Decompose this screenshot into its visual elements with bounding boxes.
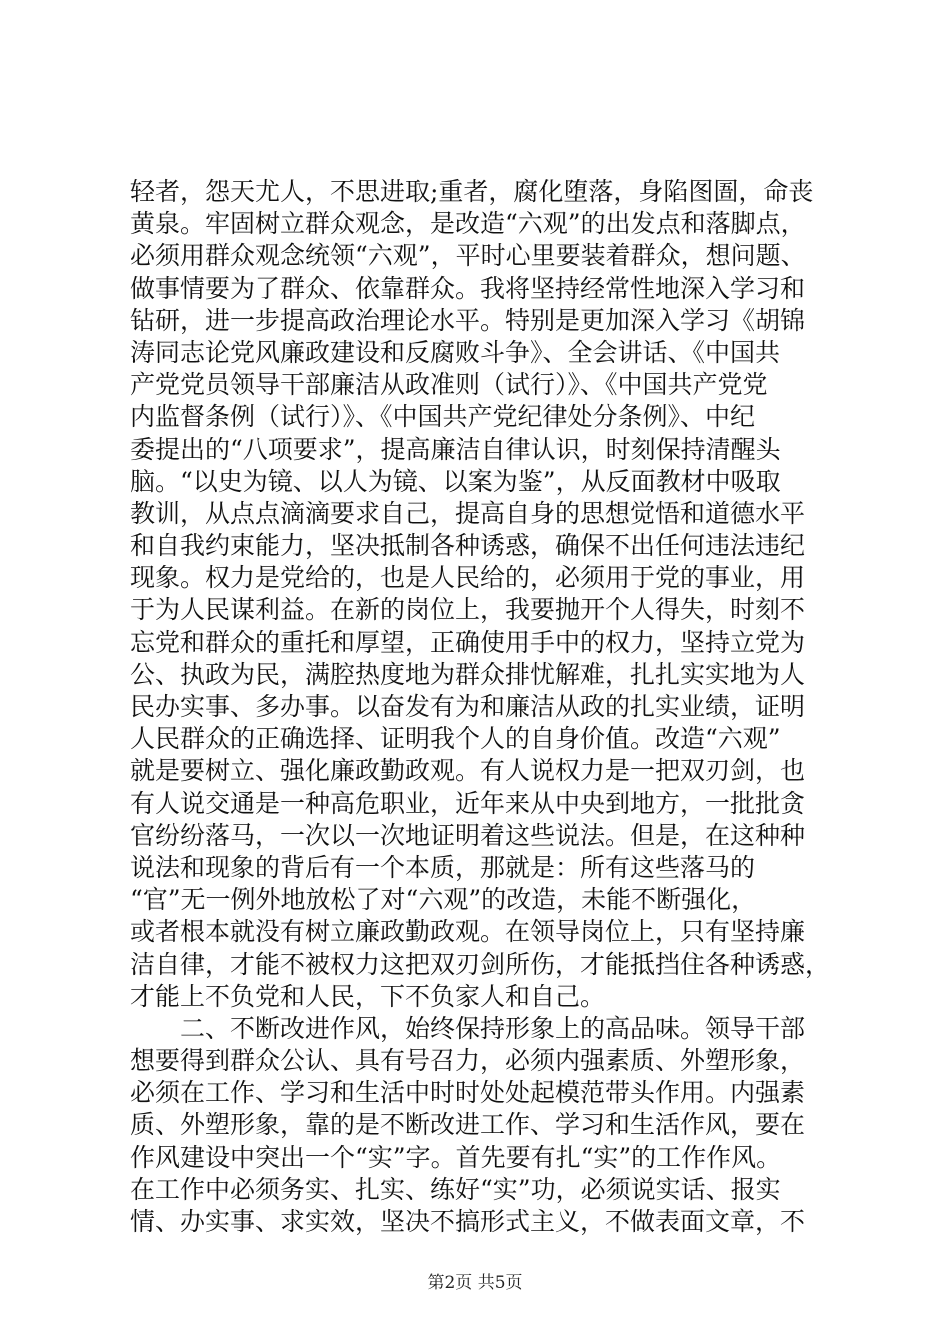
text-line: 黄泉。牢固树立群众观念，是改造“六观”的出发点和落脚点， (130, 209, 806, 239)
text-line: 做事情要为了群众、依靠群众。我将坚持经常性地深入学习和 (130, 273, 806, 303)
page-number-footer: 第2页 共5页 (427, 1273, 523, 1293)
text-line: 脑。“以史为镜、以人为镜、以案为鉴”，从反面教材中吸取 (130, 466, 781, 496)
text-line: 说法和现象的背后有一个本质，那就是：所有这些落马的 (130, 852, 756, 882)
text-line: 或者根本就没有树立廉政勤政观。在领导岗位上，只有坚持廉 (130, 917, 806, 947)
text-line: 洁自律，才能不被权力这把双刃剑所伤，才能抵挡住各种诱惑， (130, 949, 830, 979)
text-line: 轻者，怨天尤人，不思进取;重者，腐化堕落，身陷图圄，命丧 (130, 177, 814, 206)
text-line: “官”无一例外地放松了对“六观”的改造，未能不断强化， (130, 885, 757, 915)
text-line: 在工作中必须务实、扎实、练好“实”功，必须说实话、报实 (130, 1174, 781, 1204)
text-line: 必须在工作、学习和生活中时时处处起模范带头作用。内强素 (130, 1078, 806, 1108)
text-line: 质、外塑形象，靠的是不断改进工作、学习和生活作风，要在 (130, 1110, 806, 1140)
text-line: 人民群众的正确选择、证明我个人的自身价值。改造“六观” (130, 724, 781, 754)
text-line: 钻研，进一步提高政治理论水平。特别是更加深入学习《胡锦 (130, 305, 806, 335)
text-line: 作风建设中突出一个“实”字。首先要有扎“实”的工作作风。 (130, 1142, 782, 1172)
text-line: 委提出的“八项要求”，提高廉洁自律认识，时刻保持清醒头 (130, 434, 781, 464)
text-line: 官纷纷落马，一次以一次地证明着这些说法。但是，在这种种 (130, 820, 806, 850)
text-line: 于为人民谋利益。在新的岗位上，我要抛开个人得失，时刻不 (130, 595, 806, 625)
text-line: 二、不断改进作风，始终保持形象上的高品味。领导干部 (130, 1013, 806, 1043)
text-line: 教训，从点点滴滴要求自己，提高自身的思想觉悟和道德水平 (130, 498, 806, 528)
text-line: 忘党和群众的重托和厚望，正确使用手中的权力，坚持立党为 (130, 627, 806, 657)
text-line: 就是要树立、强化廉政勤政观。有人说权力是一把双刃剑，也 (130, 756, 806, 786)
text-line: 公、执政为民，满腔热度地为群众排忧解难，扎扎实实地为人 (130, 659, 806, 689)
text-line: 产党党员领导干部廉洁从政准则（试行）》、《中国共产党党 (130, 370, 768, 400)
text-line: 民办实事、多办事。以奋发有为和廉洁从政的扎实业绩，证明 (130, 692, 806, 721)
text-line: 内监督条例（试行）》、《中国共产党纪律处分条例》、中纪 (130, 402, 756, 432)
text-line: 有人说交通是一种高危职业，近年来从中央到地方，一批批贪 (130, 788, 806, 818)
body-text (130, 176, 830, 1238)
text-line: 必须用群众观念统领“六观”，平时心里要装着群众，想问题、 (130, 241, 806, 271)
text-line: 想要得到群众公认、具有号召力，必须内强素质、外塑形象， (130, 1046, 806, 1076)
text-line: 涛同志论党风廉政建设和反腐败斗争》、全会讲话、《中国共 (130, 337, 781, 367)
text-line: 才能上不负党和人民，下不负家人和自己。 (130, 981, 606, 1011)
text-line: 现象。权力是党给的，也是人民给的，必须用于党的事业，用 (130, 563, 806, 593)
text-line: 情、办实事、求实效，坚决不搞形式主义，不做表面文章，不 (130, 1207, 806, 1236)
text-line: 和自我约束能力，坚决抵制各种诱惑，确保不出任何违法违纪 (130, 531, 806, 561)
